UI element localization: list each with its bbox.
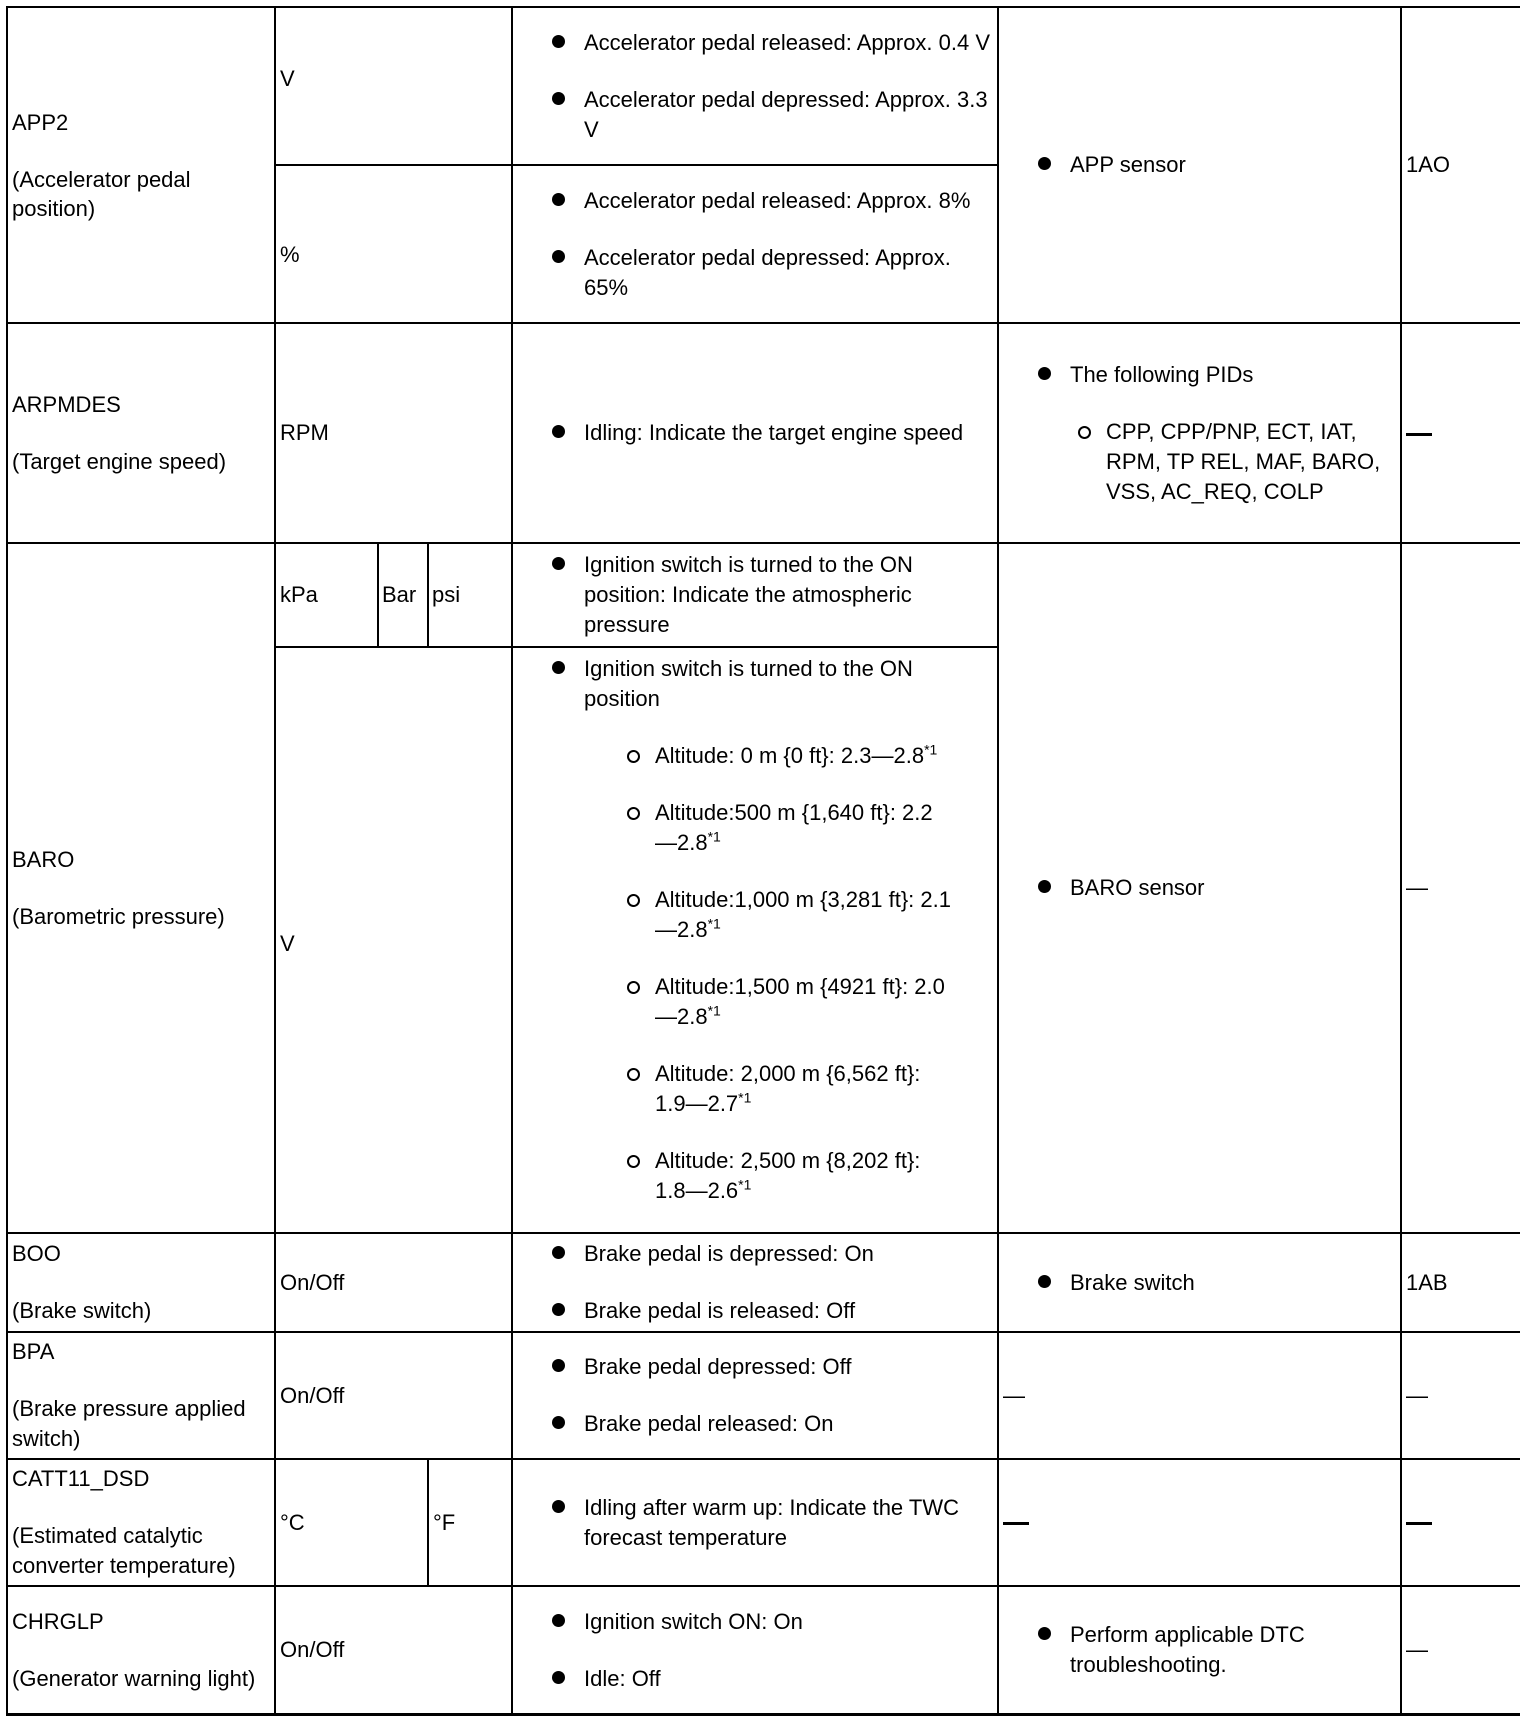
circle-bullet-icon — [627, 1155, 640, 1168]
unit-label: V — [280, 66, 295, 91]
condition-cell — [512, 165, 998, 323]
condition-item: Brake pedal is depressed: On — [552, 1239, 993, 1269]
unit-label: On/Off — [280, 1269, 345, 1295]
bullet-icon — [552, 193, 565, 206]
terminal-cell — [1401, 1332, 1520, 1459]
pid-name: APP2 — [12, 109, 69, 135]
condition-item: Ignition switch ON: On — [552, 1607, 993, 1637]
pid-cell — [7, 1233, 275, 1332]
bullet-icon — [1038, 880, 1051, 893]
circle-bullet-icon — [1078, 426, 1091, 439]
condition-cell — [512, 1459, 998, 1586]
condition-item: Idling after warm up: Indicate the TWC forecast temperature — [552, 1493, 993, 1553]
action-cell — [998, 1332, 1401, 1459]
terminal-label: — — [1406, 1382, 1428, 1408]
action-cell — [998, 1233, 1401, 1332]
condition-cell — [512, 323, 998, 543]
terminal-cell — [1401, 7, 1520, 323]
pid-description: (Accelerator pedal position) — [12, 166, 191, 221]
pid-cell — [7, 1586, 275, 1714]
condition-cell — [512, 1332, 998, 1459]
unit-label: Bar — [382, 581, 417, 607]
bullet-icon — [552, 1246, 565, 1259]
pid-cell — [7, 1459, 275, 1586]
terminal-label: 1AO — [1406, 152, 1451, 178]
condition-cell — [512, 1586, 998, 1714]
pid-name: ARPMDES — [12, 391, 121, 417]
bullet-icon — [552, 1500, 565, 1513]
unit-label: V — [280, 930, 295, 956]
unit-label: psi — [432, 581, 461, 607]
altitude-item: Altitude:500 m {1,640 ft}: 2.2—2.8$^{*1}$ — [627, 798, 993, 858]
pid-cell — [7, 1332, 275, 1459]
action-item: The following PIDs — [1038, 360, 1396, 390]
row-chrglp — [7, 1586, 1520, 1714]
condition-cell — [512, 1233, 998, 1332]
bullet-icon — [552, 661, 565, 674]
unit-cell — [275, 1586, 512, 1714]
action-item: Brake switch — [1038, 1268, 1396, 1298]
unit-cell — [275, 165, 512, 323]
footnote-mark: *1 — [707, 1002, 721, 1019]
bullet-icon — [1038, 1627, 1051, 1640]
unit-label: On/Off — [280, 1382, 345, 1408]
action-cell — [998, 1459, 1401, 1586]
unit-cell — [275, 323, 512, 543]
terminal-label: — — [1406, 875, 1428, 901]
unit-cell — [275, 1459, 428, 1586]
altitude-item: Altitude: 2,000 m {6,562 ft}: 1.9—2.7$^{*1}$ — [627, 1059, 993, 1119]
pid-monitor-table — [6, 6, 1520, 1716]
row-app2 — [7, 7, 1520, 165]
condition-item: Brake pedal is released: Off — [552, 1296, 993, 1326]
bullet-icon — [552, 250, 565, 263]
unit-label: On/Off — [280, 1637, 345, 1663]
bullet-icon — [552, 1416, 565, 1429]
pid-description: (Estimated catalytic converter temperature) — [12, 1523, 236, 1579]
bullet-icon — [552, 425, 565, 438]
footnote-mark: *1 — [924, 741, 938, 758]
unit-cell — [275, 543, 378, 646]
unit-cell — [275, 7, 512, 165]
dash-mark — [1003, 1522, 1029, 1525]
unit-cell — [428, 1459, 512, 1586]
bullet-icon — [552, 1614, 565, 1627]
condition-item: Brake pedal released: On — [552, 1409, 993, 1439]
unit-cell — [378, 543, 428, 646]
pid-description: (Target engine speed) — [12, 448, 227, 474]
bullet-icon — [552, 1359, 565, 1372]
terminal-label: 1AB — [1406, 1269, 1448, 1295]
pid-name: CATT11_DSD — [12, 1466, 150, 1492]
condition-item: Idle: Off — [552, 1664, 993, 1694]
pid-description: (Brake pressure applied switch) — [12, 1396, 246, 1452]
footnote-mark: *1 — [707, 915, 721, 932]
row-catt11-dsd — [7, 1459, 1520, 1586]
bullet-icon — [552, 1671, 565, 1684]
pid-description: (Brake switch) — [12, 1298, 152, 1324]
altitude-item: Altitude:1,000 m {3,281 ft}: 2.1—2.8$^{*1}$ — [627, 885, 993, 945]
action-item: BARO sensor — [1038, 873, 1396, 903]
action-cell — [998, 323, 1401, 543]
condition-item: Accelerator pedal released: Approx. 8% — [552, 186, 993, 216]
condition-cell — [512, 543, 998, 646]
unit-cell — [275, 647, 512, 1234]
terminal-cell — [1401, 1233, 1520, 1332]
unit-cell — [275, 1332, 512, 1459]
condition-cell — [512, 7, 998, 165]
unit-label: kPa — [280, 581, 318, 607]
terminal-cell — [1401, 543, 1520, 1233]
altitude-item: Altitude:1,500 m {4921 ft}: 2.0—2.8$^{*1}$ — [627, 972, 993, 1032]
action-cell — [998, 1586, 1401, 1714]
condition-item: Brake pedal depressed: Off — [552, 1352, 993, 1382]
action-dash: — — [1003, 1382, 1025, 1408]
row-bpa — [7, 1332, 1520, 1459]
terminal-cell — [1401, 1586, 1520, 1714]
circle-bullet-icon — [627, 981, 640, 994]
bullet-icon — [1038, 157, 1051, 170]
altitude-item: Altitude: 0 m {0 ft}: 2.3—2.8$^{*1}$ — [627, 741, 993, 771]
bullet-icon — [552, 35, 565, 48]
footnote-mark: *1 — [738, 1089, 752, 1106]
condition-item: Ignition switch is turned to the ON position: Indicate the atmospheric pressure — [552, 550, 993, 640]
terminal-cell — [1401, 1459, 1520, 1586]
bullet-icon — [552, 1303, 565, 1316]
pid-name: BOO — [12, 1241, 61, 1267]
unit-label: % — [280, 242, 300, 268]
condition-item: Idling: Indicate the target engine speed — [552, 418, 993, 448]
pid-name: BARO — [12, 846, 75, 872]
unit-label: RPM — [280, 420, 329, 446]
circle-bullet-icon — [627, 894, 640, 907]
terminal-cell — [1401, 323, 1520, 543]
condition-item: Ignition switch is turned to the ON position — [552, 654, 993, 714]
pid-cell — [7, 543, 275, 1233]
circle-bullet-icon — [627, 750, 640, 763]
footnote-mark: *1 — [738, 1176, 752, 1193]
action-sub-item: CPP, CPP/PNP, ECT, IAT, RPM, TP REL, MAF, BARO, VSS, AC_REQ, COLP — [1078, 417, 1396, 507]
unit-label: °F — [433, 1509, 456, 1535]
bullet-icon — [1038, 1275, 1051, 1288]
pid-description: (Generator warning light) — [12, 1665, 256, 1691]
dash-mark — [1406, 433, 1432, 436]
action-item: APP sensor — [1038, 150, 1396, 180]
condition-item: Accelerator pedal depressed: Approx. 3.3 V — [552, 85, 993, 145]
condition-item: Accelerator pedal depressed: Approx. 65% — [552, 243, 993, 303]
unit-label: °C — [280, 1509, 305, 1535]
terminal-label: — — [1406, 1637, 1428, 1663]
row-arpmdes — [7, 323, 1520, 543]
condition-cell — [512, 647, 998, 1234]
pid-name: BPA — [12, 1339, 55, 1365]
pid-name: CHRGLP — [12, 1608, 104, 1634]
condition-item: Accelerator pedal released: Approx. 0.4 V — [552, 28, 993, 58]
altitude-item: Altitude: 2,500 m {8,202 ft}: 1.8—2.6$^{*1}$ — [627, 1146, 993, 1206]
row-baro — [7, 543, 1520, 646]
action-item: Perform applicable DTC troubleshooting. — [1038, 1620, 1396, 1680]
bullet-icon — [1038, 367, 1051, 380]
dash-mark — [1406, 1522, 1432, 1525]
bullet-icon — [552, 92, 565, 105]
bullet-icon — [552, 557, 565, 570]
pid-cell — [7, 7, 275, 323]
circle-bullet-icon — [627, 1068, 640, 1081]
pid-cell — [7, 323, 275, 543]
row-boo — [7, 1233, 1520, 1332]
action-cell — [998, 543, 1401, 1233]
pid-description: (Barometric pressure) — [12, 903, 225, 929]
footnote-mark: *1 — [707, 828, 721, 845]
unit-cell — [275, 1233, 512, 1332]
unit-cell — [428, 543, 512, 646]
action-cell — [998, 7, 1401, 323]
circle-bullet-icon — [627, 807, 640, 820]
